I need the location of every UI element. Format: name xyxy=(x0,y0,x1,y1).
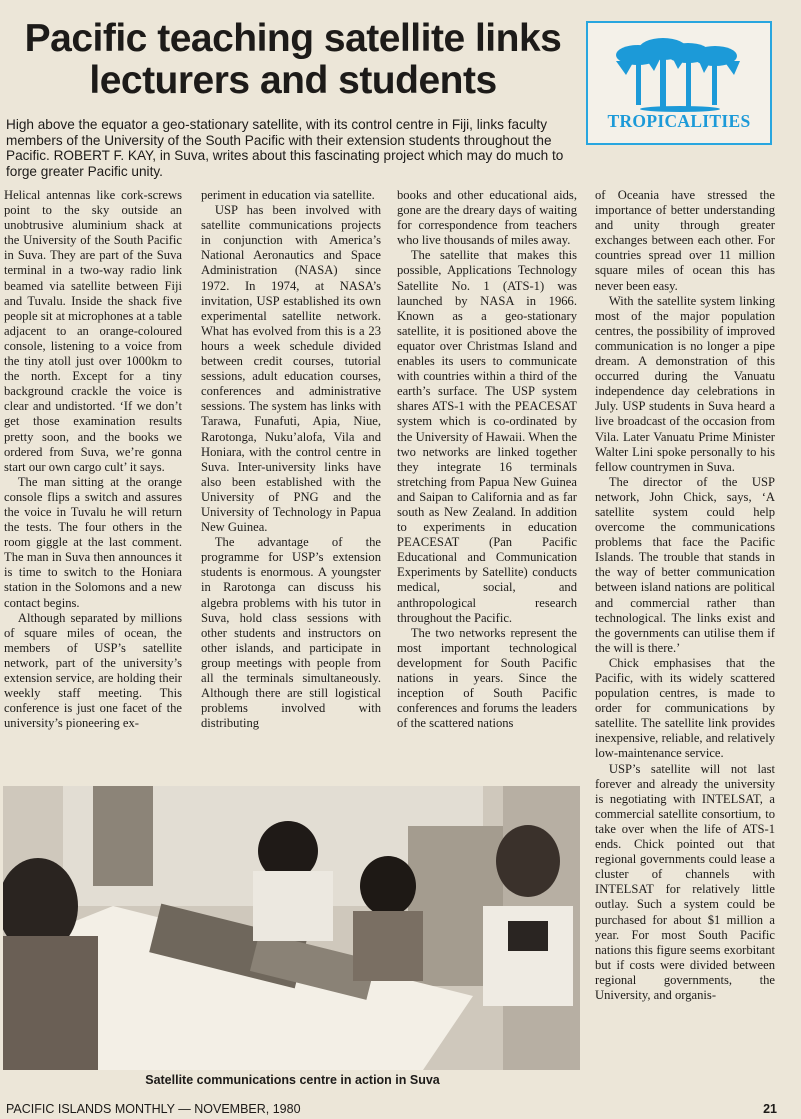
page-number: 21 xyxy=(763,1102,777,1116)
paragraph: The satellite that makes this possible, Applications Technology Satellite No. 1 (ATS-1) was launched by NASA in 1966. Known as a geo-stationary satellite, it is positioned above the equator over Christmas Island and enables its users to communicate with countries within a third of the earth’s surface. The USP system shares ATS-1 with the PEACESAT system which is co-ordinated by the University of Hawaii. When the two networks are linked together they integrate 16 terminals stretching from Papua New Guinea and Saipan to California and as far south as New Zealand. In addition to experiments in education PEACESAT (Pan Pacific Educational and Communication Experiments by Satellite) conducts medical, social, and anthropological research throughout the Pacific. xyxy=(397,248,577,625)
article-column-1 xyxy=(4,188,182,780)
badge-label: TROPICALITIES xyxy=(607,111,751,131)
standfirst: High above the equator a geo-stationary satellite, with its control centre in Fiji, links faculty members of the University of the South Pacific with their extension students throughout the Pacific. ROBERT F. KAY, in Suva, writes about this fascinating project which may do much to forge greater Pacific unity. xyxy=(6,117,564,179)
page-footer xyxy=(6,1102,777,1116)
article-column-3 xyxy=(397,188,577,780)
headline: Pacific teaching satellite links lecturers and students xyxy=(24,17,562,102)
article-photo xyxy=(3,786,580,1070)
photo-caption: Satellite communications centre in action in Suva xyxy=(145,1073,440,1087)
paragraph: Helical antennas like cork-screws point to the sky outside an unobtrusive aluminium shack at the University of the South Pacific in Suva. They are part of the Suva terminal in a two-way radio link beamed via satellite between Fiji and Tuvalu. Inside the shack five people sit at microphones at a table adjacent to an orange-coloured console, listening to a voice from the tiny atoll just over 1000km to the north. Except for a tiny background crackle the voice is clear and undistorted. ‘If we don’t get those examination results pretty soon, and the books we ordered from Suva, we’re gonna start our own cargo cult’ it says. xyxy=(4,188,182,474)
article-column-2 xyxy=(201,188,381,780)
paragraph: The man sitting at the orange console flips a switch and assures the voice in Tuvalu he will return the tests. The four others in the room giggle at the last comment. The man in Suva then announces it is time to switch to the Honiara station in the Solomons and a new contact begins. xyxy=(4,474,182,610)
paragraph: Chick emphasises that the Pacific, with its widely scattered population centres, is made to order for communications by satellite. The satellite link provides inexpensive, reliable, and relatively low-maintenance service. xyxy=(595,655,775,761)
paragraph: The director of the USP network, John Chick, says, ‘A satellite system could help overcome the communications problems that face the Pacific Islands. The trouble that stands in the way of better communication between island nations are political and commercial rather than technological. The links exist and the governments can utilise them if the will is there.’ xyxy=(595,474,775,655)
paragraph: books and other educational aids, gone are the dreary days of waiting for correspondence from teachers who live thousands of miles away. xyxy=(397,188,577,248)
paragraph: Although separated by millions of square miles of ocean, the members of USP’s satellite network, part of the university’s extension service, are holding their weekly staff meeting. This conference is just one facet of the university’s pioneering ex- xyxy=(4,610,182,731)
publication-line: PACIFIC ISLANDS MONTHLY — NOVEMBER, 1980 xyxy=(6,1102,301,1116)
paragraph: With the satellite system linking most of the major population centres, the possibility of improved communication is no longer a pipe dream. A demonstration of this occurred during the Vanuatu independence day celebrations in July. USP students in Suva heard a live broadcast of the occasion from Vila. Later Vanuatu Prime Minister Walter Lini spoke personally to his fellow countrymen in Suva. xyxy=(595,293,775,474)
paragraph: The advantage of the programme for USP’s extension students is enormous. A youngster in Rarotonga can discuss his algebra problems with his tutor in Suva, hold class sessions with other students and instructors on other islands, and participate in group meetings with people from all the terminals simultaneously. Although there are still logistical problems involved with distributing xyxy=(201,535,381,731)
paragraph: periment in education via satellite. xyxy=(201,188,375,202)
paragraph: USP has been involved with satellite communications projects in conjunction with America’s National Aeronautics and Space Administration (NASA) since 1972. In 1974, at NASA’s invitation, USP established its own experimental satellite network. What has evolved from this is a 23 hours a week schedule divided between credit courses, tutorial sessions, adult education courses, conferences and administrative sessions. The system has links with Tarawa, Funafuti, Apia, Niue, Rarotonga, Nuku’alofa, Vila and Honiara, with the control centre in Suva. Inter-university links have also been established with the University of PNG and the University of Technology in Papua New Guinea. xyxy=(201,203,381,535)
tropicalities-badge xyxy=(586,21,772,145)
paragraph: of Oceania have stressed the importance of better understanding and unity through greater exchanges between each other. For countries spread over 11 million square miles of ocean this has never been easy. xyxy=(595,188,775,293)
article-column-4 xyxy=(595,188,775,1093)
paragraph: The two networks represent the most important technological development for South Pacific nations in years. Since the inception of South Pacific conferences and forums the leaders of the scattered nations xyxy=(397,625,577,731)
paragraph: USP’s satellite will not last forever and already the university is negotiating with INTELSAT, a commercial satellite consortium, to take over when the life of ATS-1 ends. Chick pointed out that regional governments could lease a cluster of channels with INTELSAT for relatively little outlay. Such a system could be purchased for about $1 million a year. For most South Pacific nations this figure seems exorbitant but if costs were divided between regional governments, the University, and organis- xyxy=(595,761,775,1002)
palm-trees-icon xyxy=(616,31,744,113)
